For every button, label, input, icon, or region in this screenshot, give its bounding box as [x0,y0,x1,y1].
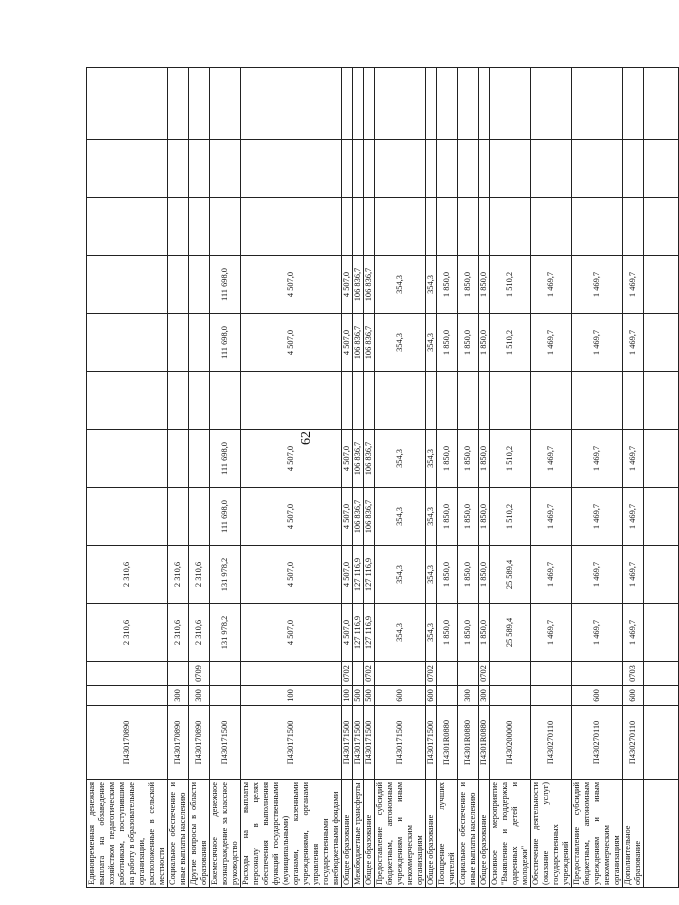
cell-csr: П430171500 [364,706,375,780]
cell-rz [490,662,531,686]
cell-name: Дополнительное образование [623,780,644,888]
table-row [375,68,426,888]
cell-v1: 1 469,7 [572,604,623,662]
cell-v2: 127 116,9 [364,546,375,604]
cell-rz [241,662,342,686]
cell-v1: 1 850,0 [437,604,458,662]
cell-name: Основное мероприятие "Выявление и поддержка одаренных детей и молодежи" [490,780,531,888]
cell-csr: П430171500 [426,706,437,780]
cell-empty [168,68,189,140]
cell-empty [87,140,168,198]
cell-vr: 600 [426,686,437,706]
table-row [210,68,241,888]
cell-empty [644,780,679,888]
cell-v5 [168,372,189,430]
table-row [531,68,572,888]
cell-v6: 1 850,0 [479,314,490,372]
cell-v2: 4 507,0 [241,546,342,604]
cell-empty [342,68,353,140]
cell-v5 [87,372,168,430]
table-row [426,68,437,888]
cell-empty [189,198,210,256]
cell-empty [458,68,479,140]
cell-v1: 2 310,6 [87,604,168,662]
cell-rz [353,662,364,686]
cell-v7: 354,3 [375,256,426,314]
cell-vr [490,686,531,706]
cell-v3: 111 698,0 [210,488,241,546]
cell-empty [490,140,531,198]
cell-v5 [437,372,458,430]
cell-csr: П430170890 [168,706,189,780]
cell-rz [437,662,458,686]
cell-empty [426,68,437,140]
cell-v7: 1 469,7 [623,256,644,314]
cell-v4: 1 850,0 [437,430,458,488]
cell-empty [342,198,353,256]
cell-v6: 4 507,0 [342,314,353,372]
cell-csr: П430171500 [342,706,353,780]
table-row [342,68,353,888]
cell-empty [364,140,375,198]
cell-v1: 127 116,9 [364,604,375,662]
cell-v5 [189,372,210,430]
cell-empty [572,140,623,198]
cell-empty [644,488,679,546]
cell-csr: П430171500 [375,706,426,780]
cell-v1: 354,3 [375,604,426,662]
table-row [437,68,458,888]
cell-name: Общее образование [479,780,490,888]
cell-v2: 2 310,6 [189,546,210,604]
cell-v7 [168,256,189,314]
cell-empty [342,140,353,198]
cell-empty [189,140,210,198]
cell-csr: П430270110 [531,706,572,780]
cell-v7: 111 698,0 [210,256,241,314]
cell-empty [623,198,644,256]
cell-empty [437,68,458,140]
table-row [490,68,531,888]
table-row [189,68,210,888]
table-row-empty [644,68,679,888]
page-number: 62 [299,431,314,445]
cell-v7: 4 507,0 [342,256,353,314]
budget-table [86,67,679,888]
cell-v4: 4 507,0 [241,430,342,488]
cell-empty [241,198,342,256]
cell-empty [644,604,679,662]
cell-empty [189,68,210,140]
cell-empty [644,314,679,372]
cell-v4 [168,430,189,488]
cell-v5 [458,372,479,430]
cell-vr: 600 [572,686,623,706]
cell-v5 [375,372,426,430]
cell-v5 [342,372,353,430]
cell-v1: 2 310,6 [189,604,210,662]
cell-v3: 354,3 [375,488,426,546]
cell-v7: 354,3 [426,256,437,314]
cell-v6: 354,3 [375,314,426,372]
cell-v2: 131 978,2 [210,546,241,604]
cell-empty [353,140,364,198]
cell-empty [479,140,490,198]
cell-v6: 111 698,0 [210,314,241,372]
cell-v4: 1 469,7 [572,430,623,488]
cell-csr: П430170890 [189,706,210,780]
table-row [479,68,490,888]
cell-csr: П4301R0880 [458,706,479,780]
cell-empty [644,662,679,686]
cell-v1: 354,3 [426,604,437,662]
table-row [87,68,168,888]
cell-csr: П430171500 [210,706,241,780]
cell-vr [210,686,241,706]
cell-v4: 106 836,7 [353,430,364,488]
cell-v4: 354,3 [375,430,426,488]
cell-empty [531,198,572,256]
table-row [458,68,479,888]
cell-v6: 1 469,7 [531,314,572,372]
cell-empty [572,198,623,256]
cell-v2: 2 310,6 [87,546,168,604]
cell-v2: 25 589,4 [490,546,531,604]
cell-rz [87,662,168,686]
cell-name: Расходы на выплаты персоналу в целях обеспечения выполнения функций государственными (муниципальными) органами, казенными учреждениями, органами управления государственными внебюджетными фондами [241,780,342,888]
cell-v3: 1 469,7 [572,488,623,546]
cell-empty [644,68,679,140]
cell-empty [426,140,437,198]
cell-empty [623,68,644,140]
cell-csr: П430171500 [353,706,364,780]
cell-rz: 0702 [364,662,375,686]
cell-v7: 1 469,7 [572,256,623,314]
cell-v1: 1 469,7 [531,604,572,662]
cell-v2: 4 507,0 [342,546,353,604]
cell-empty [241,140,342,198]
cell-v4 [87,430,168,488]
cell-name: Ежемесячное денежное вознаграждение за классное руководство [210,780,241,888]
cell-vr: 100 [342,686,353,706]
cell-empty [375,140,426,198]
cell-v4: 1 850,0 [458,430,479,488]
cell-name: Общее образование [364,780,375,888]
cell-v5 [623,372,644,430]
cell-csr: П430270110 [572,706,623,780]
table-row [572,68,623,888]
cell-v4: 1 510,2 [490,430,531,488]
cell-v7: 1 469,7 [531,256,572,314]
cell-v7: 1 850,0 [437,256,458,314]
cell-v3: 4 507,0 [342,488,353,546]
cell-rz: 0709 [189,662,210,686]
cell-name: Предоставление субсидий бюджетным, автономным учреждениям и иным некоммерческим организациям [572,780,623,888]
cell-empty [437,140,458,198]
cell-v6: 106 836,7 [353,314,364,372]
cell-csr: П430200000 [490,706,531,780]
cell-v7: 106 836,7 [353,256,364,314]
cell-name: Социальное обеспечение и иные выплаты населению [458,780,479,888]
cell-v5 [353,372,364,430]
cell-empty [644,372,679,430]
cell-v6: 1 469,7 [572,314,623,372]
cell-empty [210,68,241,140]
cell-v1: 1 850,0 [479,604,490,662]
cell-vr: 600 [623,686,644,706]
cell-name: Поощрение лучших учителей [437,780,458,888]
cell-rz: 0702 [342,662,353,686]
cell-empty [437,198,458,256]
cell-empty [623,140,644,198]
cell-csr: П4301R0880 [479,706,490,780]
cell-empty [644,546,679,604]
cell-empty [353,68,364,140]
cell-v4: 354,3 [426,430,437,488]
cell-v6: 1 850,0 [437,314,458,372]
cell-empty [644,686,679,706]
cell-empty [644,140,679,198]
cell-empty [644,256,679,314]
cell-v3: 1 850,0 [479,488,490,546]
cell-name: Социальное обеспечение и иные выплаты населению [168,780,189,888]
cell-v6 [189,314,210,372]
cell-v6: 4 507,0 [241,314,342,372]
cell-vr: 300 [458,686,479,706]
cell-v3: 1 469,7 [623,488,644,546]
cell-v1: 2 310,6 [168,604,189,662]
cell-v3: 1 850,0 [437,488,458,546]
cell-v5 [210,372,241,430]
table-row [623,68,644,888]
cell-v1: 131 978,2 [210,604,241,662]
cell-v3: 4 507,0 [241,488,342,546]
table-row [241,68,342,888]
cell-vr: 500 [364,686,375,706]
cell-v5 [426,372,437,430]
cell-vr: 600 [375,686,426,706]
cell-v5 [479,372,490,430]
cell-rz: 0703 [623,662,644,686]
cell-v6: 1 510,2 [490,314,531,372]
cell-empty [531,140,572,198]
cell-v2: 1 469,7 [531,546,572,604]
cell-v2: 1 469,7 [623,546,644,604]
cell-empty [210,140,241,198]
cell-v4: 1 469,7 [531,430,572,488]
cell-v7: 1 850,0 [458,256,479,314]
cell-rz [168,662,189,686]
cell-empty [531,68,572,140]
cell-name: Общее образование [342,780,353,888]
cell-rz: 0702 [426,662,437,686]
cell-v6 [168,314,189,372]
cell-v7: 1 510,2 [490,256,531,314]
cell-name: Единовременная денежная выплата на обзаведение хозяйством педагогическим работникам, поступившим на работу в образовательные организации, расположенные в сельской местности [87,780,168,888]
table-row [364,68,375,888]
cell-v7: 106 836,7 [364,256,375,314]
cell-vr: 300 [189,686,210,706]
cell-rz: 0702 [479,662,490,686]
cell-v7 [87,256,168,314]
cell-v2: 354,3 [426,546,437,604]
cell-v3 [189,488,210,546]
cell-csr: П430270110 [623,706,644,780]
cell-rz [531,662,572,686]
cell-v3: 354,3 [426,488,437,546]
cell-v6: 354,3 [426,314,437,372]
cell-v4: 1 469,7 [623,430,644,488]
cell-v1: 4 507,0 [342,604,353,662]
cell-v5 [490,372,531,430]
cell-csr: П430170890 [87,706,168,780]
cell-empty [210,198,241,256]
cell-v2: 354,3 [375,546,426,604]
cell-empty [458,140,479,198]
cell-vr: 100 [241,686,342,706]
cell-v4: 111 698,0 [210,430,241,488]
cell-v3: 1 469,7 [531,488,572,546]
cell-empty [572,68,623,140]
cell-empty [479,198,490,256]
cell-v2: 1 850,0 [458,546,479,604]
cell-rz [210,662,241,686]
cell-empty [644,706,679,780]
cell-name: Общее образование [426,780,437,888]
cell-v3: 1 850,0 [458,488,479,546]
cell-v2: 1 469,7 [572,546,623,604]
cell-v6: 1 850,0 [458,314,479,372]
cell-empty [426,198,437,256]
cell-v4: 4 507,0 [342,430,353,488]
cell-empty [458,198,479,256]
cell-v7 [189,256,210,314]
table-row [168,68,189,888]
cell-v3 [87,488,168,546]
cell-v2: 2 310,6 [168,546,189,604]
cell-v2: 1 850,0 [479,546,490,604]
cell-csr: П4301R0880 [437,706,458,780]
cell-name: Межбюджетные трансферты [353,780,364,888]
cell-vr [531,686,572,706]
cell-empty [644,430,679,488]
cell-empty [375,198,426,256]
cell-empty [490,68,531,140]
cell-v7: 4 507,0 [241,256,342,314]
cell-rz [572,662,623,686]
cell-empty [375,68,426,140]
cell-empty [490,198,531,256]
cell-empty [644,198,679,256]
cell-vr: 300 [168,686,189,706]
cell-v6: 106 836,7 [364,314,375,372]
cell-vr [87,686,168,706]
cell-empty [364,198,375,256]
cell-v5 [241,372,342,430]
cell-v6: 1 469,7 [623,314,644,372]
cell-v1: 127 116,9 [353,604,364,662]
cell-v4: 1 850,0 [479,430,490,488]
cell-v3: 106 836,7 [364,488,375,546]
cell-rz [458,662,479,686]
cell-name: Предоставление субсидий бюджетным, автономным учреждениям и иным некоммерческим организациям [375,780,426,888]
cell-empty [168,140,189,198]
cell-v5 [572,372,623,430]
cell-empty [168,198,189,256]
cell-empty [241,68,342,140]
cell-v3: 106 836,7 [353,488,364,546]
cell-name: Обеспечение деятельности (оказание услуг) государственных учреждений [531,780,572,888]
cell-v3: 1 510,2 [490,488,531,546]
cell-vr: 300 [479,686,490,706]
cell-vr [437,686,458,706]
cell-empty [87,198,168,256]
table-row [353,68,364,888]
cell-v1: 4 507,0 [241,604,342,662]
cell-v1: 1 469,7 [623,604,644,662]
cell-v5 [531,372,572,430]
cell-vr: 500 [353,686,364,706]
cell-v4 [189,430,210,488]
cell-v1: 1 850,0 [458,604,479,662]
cell-empty [364,68,375,140]
cell-v2: 1 850,0 [437,546,458,604]
cell-empty [479,68,490,140]
cell-rz [375,662,426,686]
cell-v7: 1 850,0 [479,256,490,314]
cell-empty [87,68,168,140]
cell-name: Другие вопросы в области образования [189,780,210,888]
cell-v3 [168,488,189,546]
cell-empty [353,198,364,256]
cell-v1: 25 589,4 [490,604,531,662]
cell-v4: 106 836,7 [364,430,375,488]
cell-v5 [364,372,375,430]
rotated-page-content [86,68,656,888]
cell-csr: П430171500 [241,706,342,780]
cell-v6 [87,314,168,372]
cell-v2: 127 116,9 [353,546,364,604]
